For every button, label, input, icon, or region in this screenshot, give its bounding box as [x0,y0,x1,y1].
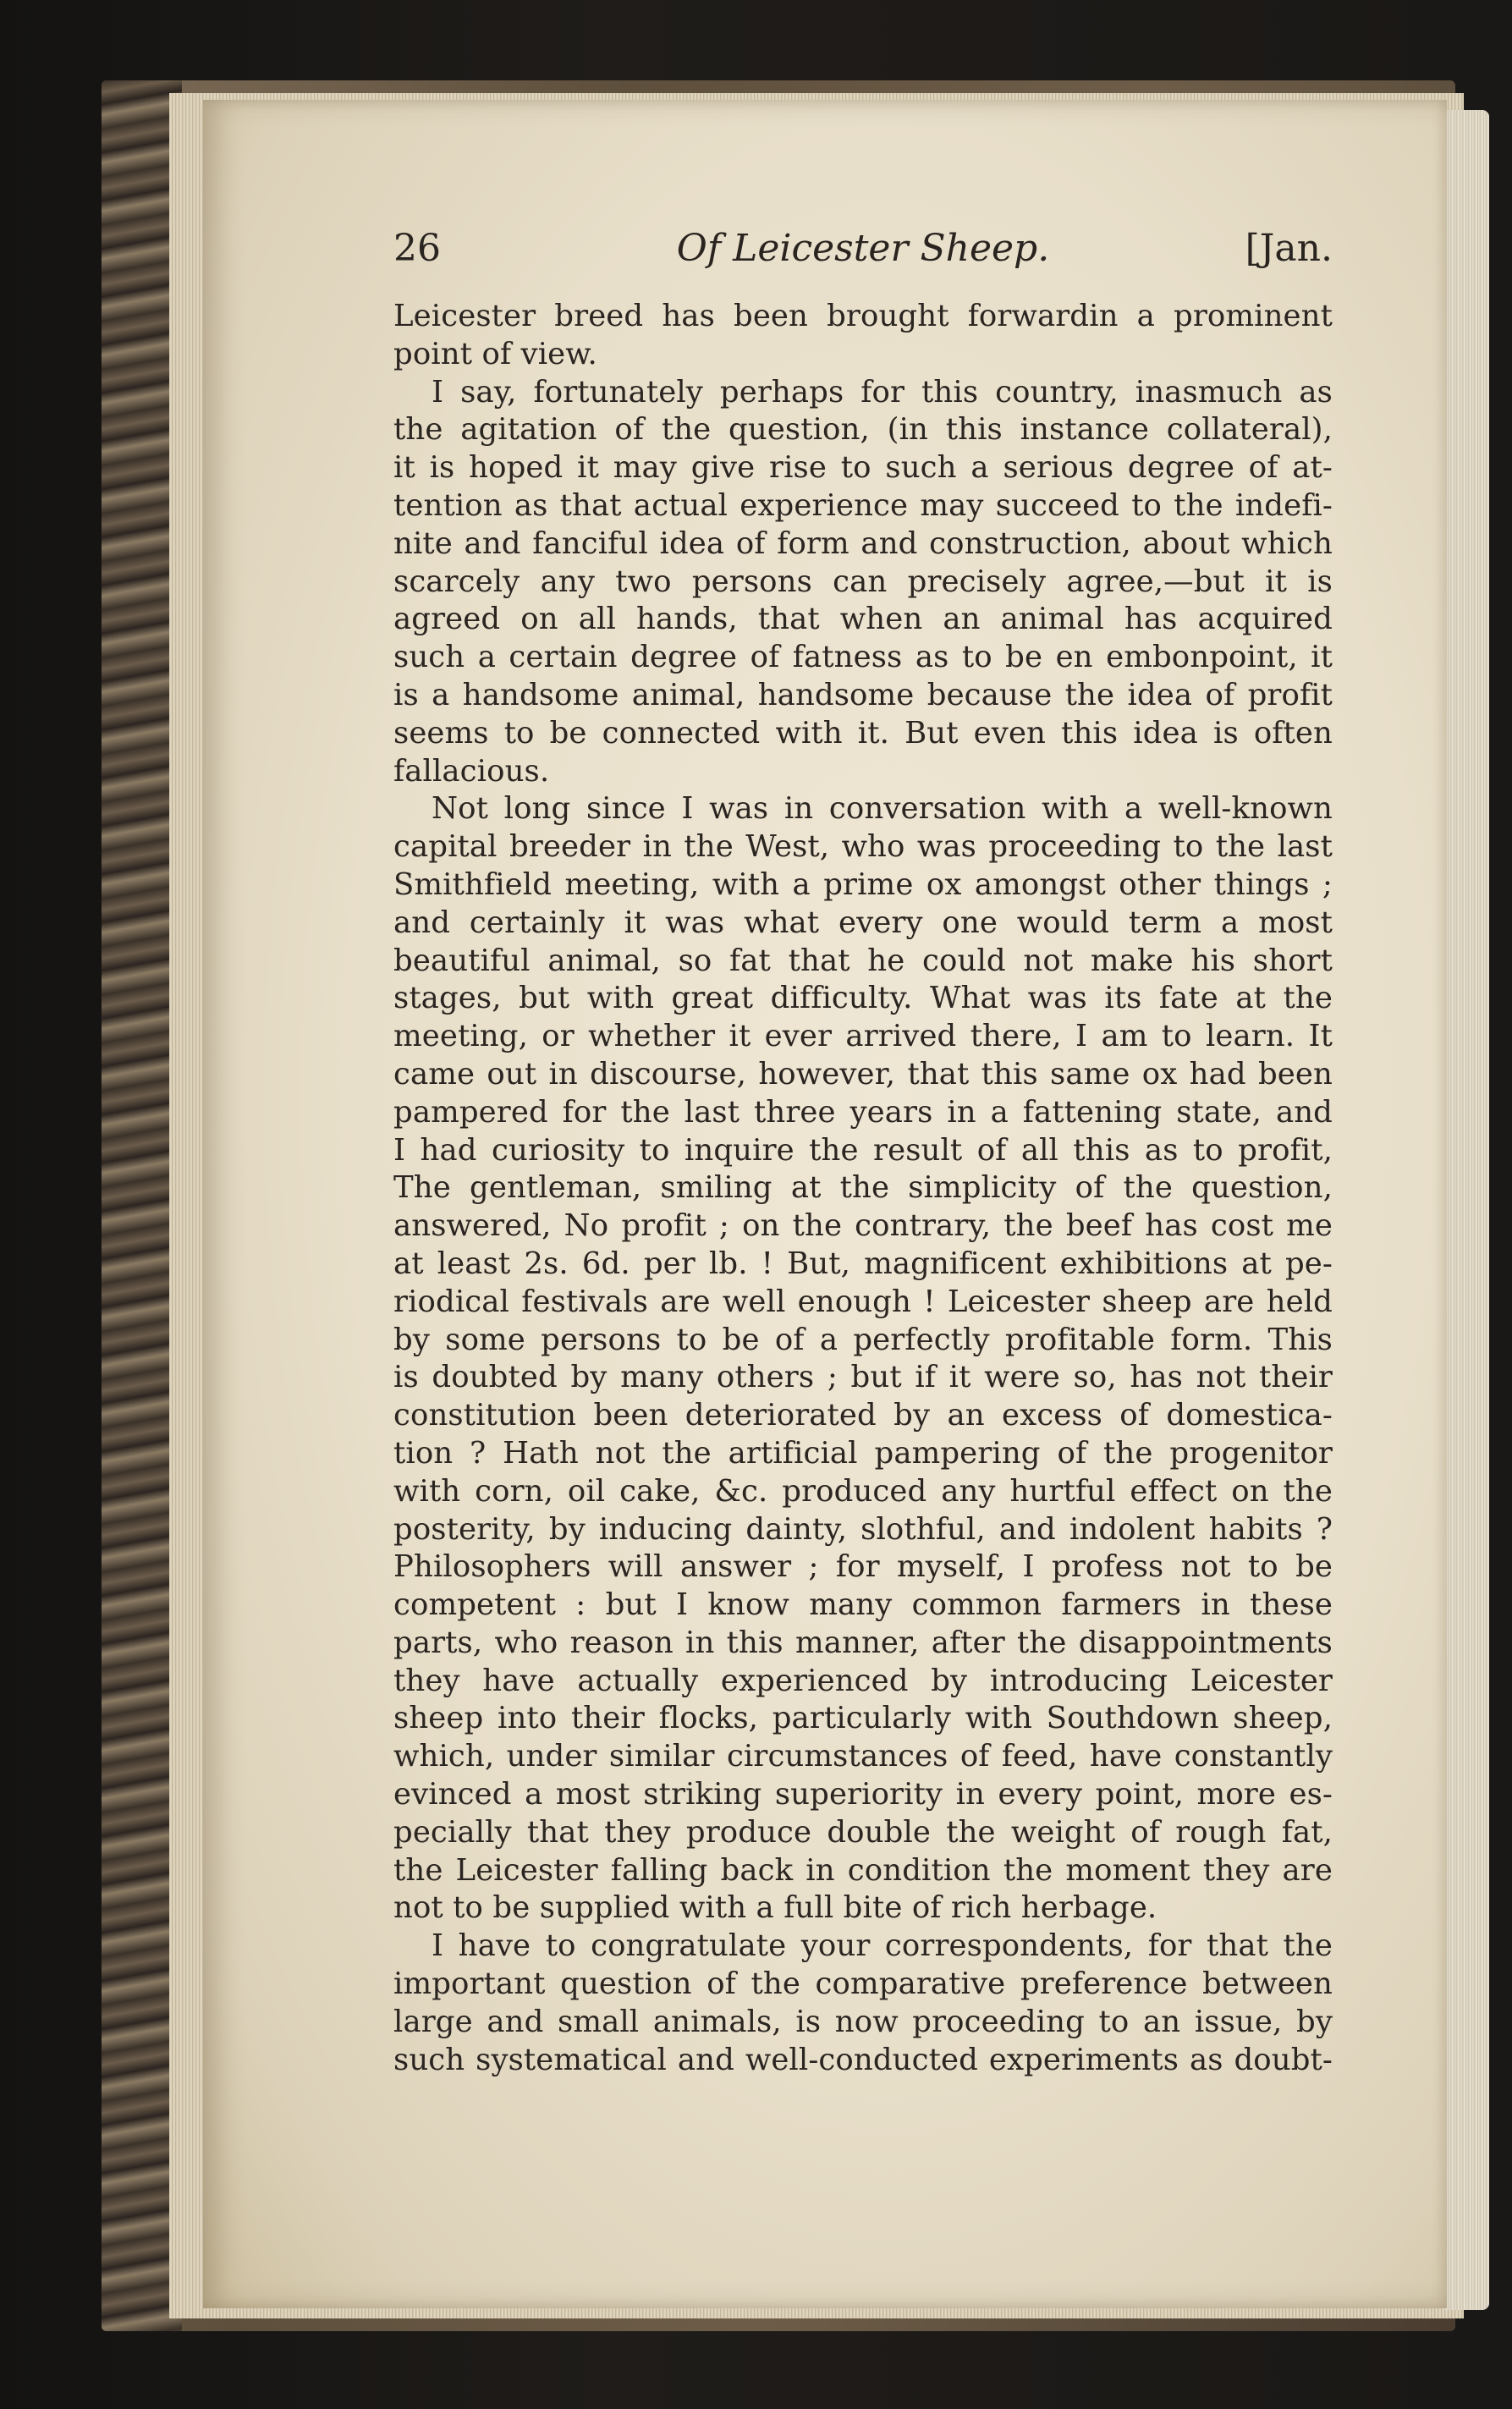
text-line: posterity, by inducing dainty, slothful, and indolent habits ? [393,1511,1333,1547]
text-line: large and small animals, is now proceeding to an issue, by [393,2004,1333,2039]
text-line: is a handsome animal, handsome because the idea of profit [393,677,1333,712]
running-header [393,227,1333,286]
text-line: evinced a most striking superiority in every point, more es- [393,1777,1333,1812]
text-line: such a certain degree of fatness as to be en embonpoint, it [393,640,1333,675]
body-text [393,298,1333,2079]
text-line: Smithfield meeting, with a prime ox amongst other things ; [393,866,1333,902]
text-line: sheep into their flocks, particularly with Southdown sheep, [393,1701,1333,1736]
text-line: competent : but I know many common farmers in these [393,1587,1333,1623]
text-line: scarcely any two persons can precisely agree,—but it is [393,564,1333,599]
text-line: with corn, oil cake, &c. produced any hurtful effect on the [393,1473,1333,1509]
right-page-edges [1443,110,1489,2310]
text-line: point of view. [393,336,597,371]
text-line: Philosophers will answer ; for myself, I profess not to be [393,1549,1333,1585]
text-line: it is hoped it may give rise to such a serious degree of at- [393,450,1333,486]
running-date: [Jan. [1245,227,1333,270]
text-line: constitution been deteriorated by an excess of domestica- [393,1398,1333,1433]
text-line: such systematical and well-conducted experiments as doubt- [393,2042,1333,2077]
text-line: I say, fortunately perhaps for this country, inasmuch as [432,374,1333,410]
text-line: tention as that actual experience may succeed to the indefi- [393,487,1333,523]
text-line: meeting, or whether it ever arrived there, I am to learn. It [393,1019,1333,1054]
text-line: Leicester breed has been brought forwardin a prominent [393,299,1333,333]
text-line: important question of the comparative preference between [393,1966,1333,2002]
text-line: the Leicester falling back in condition the moment they are [393,1852,1333,1888]
text-line: they have actually experienced by introducing Leicester [393,1663,1333,1698]
text-line: beautiful animal, so fat that he could not make his short [393,943,1333,978]
text-line: the agitation of the question, (in this instance collateral), [393,412,1333,448]
page-number: 26 [393,227,441,270]
text-line: capital breeder in the West, who was proceeding to the last [393,829,1333,865]
text-line: which, under similar circumstances of feed, have constantly [393,1739,1333,1774]
text-line: pecially that they produce double the weight of rough fat, [393,1814,1333,1850]
text-line: nite and fanciful idea of form and construction, about which [393,525,1333,561]
text-line: is doubted by many others ; but if it were so, has not their [393,1360,1333,1395]
text-line: and certainly it was what every one would term a most [393,905,1333,940]
running-title: Of Leicester Sheep. [676,227,1050,270]
text-line: stages, but with great difficulty. What was its fate at the [393,981,1333,1016]
text-line: answered, No profit ; on the contrary, the beef has cost me [393,1208,1333,1244]
text-line: tion ? Hath not the artificial pampering of the progenitor [393,1435,1333,1471]
text-line: seems to be connected with it. But even this idea is often [393,715,1333,751]
text-line: pampered for the last three years in a fattening state, and [393,1094,1333,1130]
text-line: agreed on all hands, that when an animal has acquired [393,602,1333,637]
text-line: riodical festivals are well enough ! Leicester sheep are held [393,1284,1333,1319]
text-line: came out in discourse, however, that this same ox had been [393,1056,1333,1092]
text-line: by some persons to be of a perfectly profitable form. This [393,1322,1333,1357]
text-line: parts, who reason in this manner, after the disappointments [393,1625,1333,1660]
text-line: I had curiosity to inquire the result of all this as to profit, [393,1132,1333,1168]
text-line: not to be supplied with a full bite of rich herbage. [393,1890,1157,1926]
text-line: I have to congratulate your correspondents, for that the [432,1928,1333,1964]
text-line: The gentleman, smiling at the simplicity of the question, [393,1170,1333,1206]
text-line: Not long since I was in conversation with a well-known [432,791,1333,827]
text-line: fallacious. [393,753,550,789]
text-line: at least 2s. 6d. per lb. ! But, magnificent exhibitions at pe- [393,1246,1333,1281]
